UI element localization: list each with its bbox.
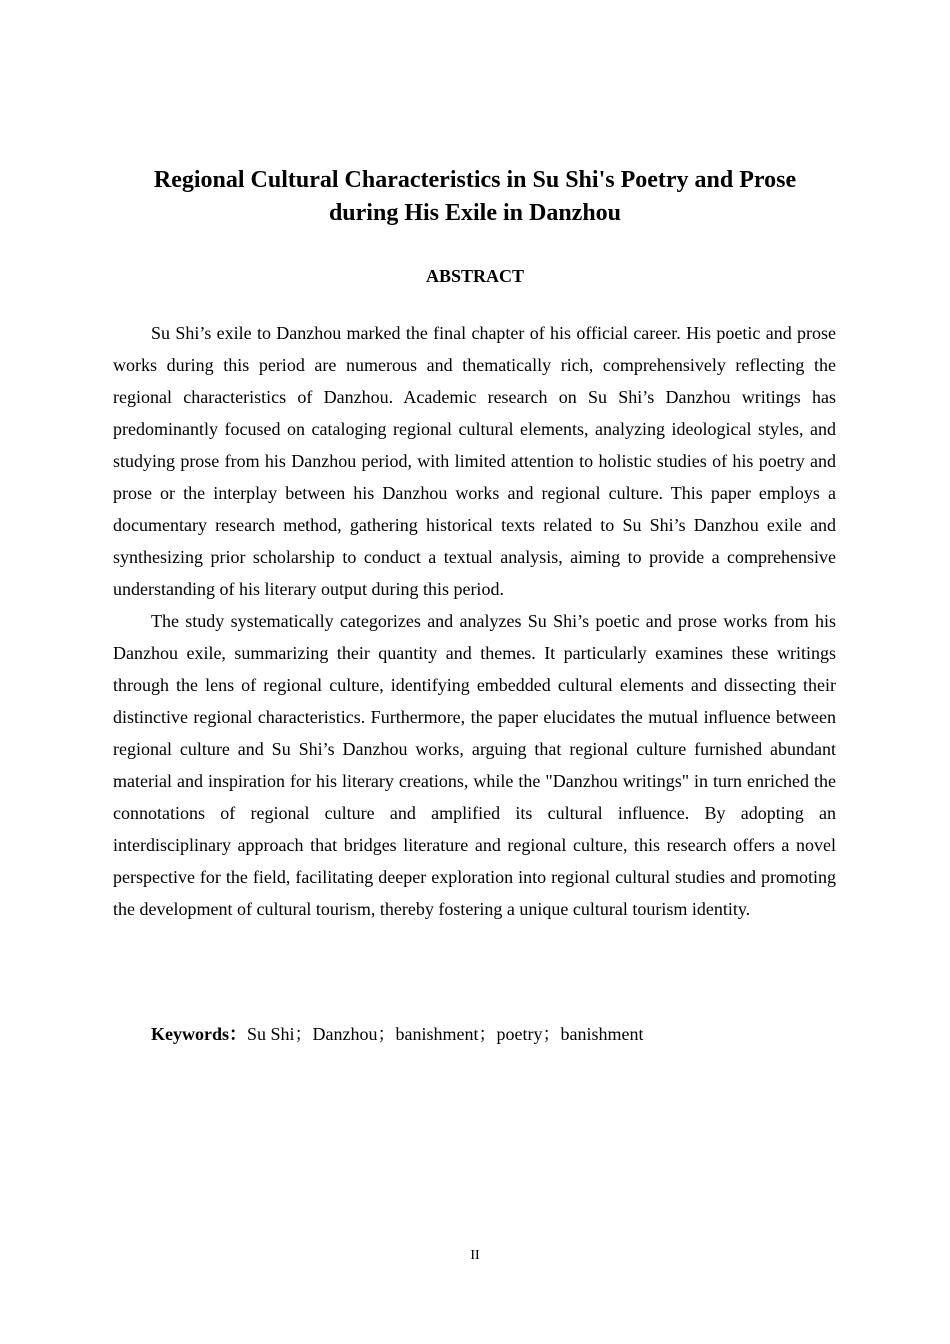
keywords-label: Keywords：: [151, 1024, 247, 1044]
keyword-item: banishment；: [395, 1024, 497, 1044]
abstract-paragraph-1: Su Shi’s exile to Danzhou marked the final chapter of his official career. His poetic and prose works during this period are numerous and thematically rich, comprehensively reflecting the regional characteristics of Danzhou. Academic research on Su Shi’s Danzhou writings has predominantly focused on cataloging regional cultural elements, analyzing ideological styles, and studying prose from his Danzhou period, with limited attention to holistic studies of his poetry and prose or the interplay between his Danzhou works and regional culture. This paper employs a documentary research method, gathering historical texts related to Su Shi’s Danzhou exile and synthesizing prior scholarship to conduct a textual analysis, aiming to provide a comprehensive understanding of his literary output during this period.: [113, 323, 836, 599]
abstract-paragraph-2: The study systematically categorizes and analyzes Su Shi’s poetic and prose works from his Danzhou exile, summarizing their quantity and themes. It particularly examines these writings through the lens of regional culture, identifying embedded cultural elements and dissecting their distinctive regional characteristics. Furthermore, the paper elucidates the mutual influence between regional culture and Su Shi’s Danzhou works, arguing that regional culture furnished abundant material and inspiration for his literary creations, while the "Danzhou writings" in turn enriched the connotations of regional culture and amplified its cultural influence. By adopting an interdisciplinary approach that bridges literature and regional culture, this research offers a novel perspective for the field, facilitating deeper exploration into regional cultural studies and promoting the development of cultural tourism, thereby fostering a unique cultural tourism identity.: [113, 611, 836, 919]
keywords-line: [151, 1020, 644, 1048]
keyword-item: Su Shi；: [247, 1024, 313, 1044]
abstract-heading: ABSTRACT: [425, 266, 525, 286]
paper-title-line-2: during His Exile in Danzhou: [328, 200, 622, 226]
keyword-item: banishment: [560, 1024, 644, 1044]
paper-title: [113, 164, 837, 230]
abstract-body: [113, 317, 836, 925]
keyword-item: Danzhou；: [312, 1024, 396, 1044]
keyword-item: poetry；: [496, 1024, 561, 1044]
paper-title-line-1: Regional Cultural Characteristics in Su Shi's Poetry and Prose: [153, 167, 797, 193]
page-number: II: [470, 1248, 480, 1263]
